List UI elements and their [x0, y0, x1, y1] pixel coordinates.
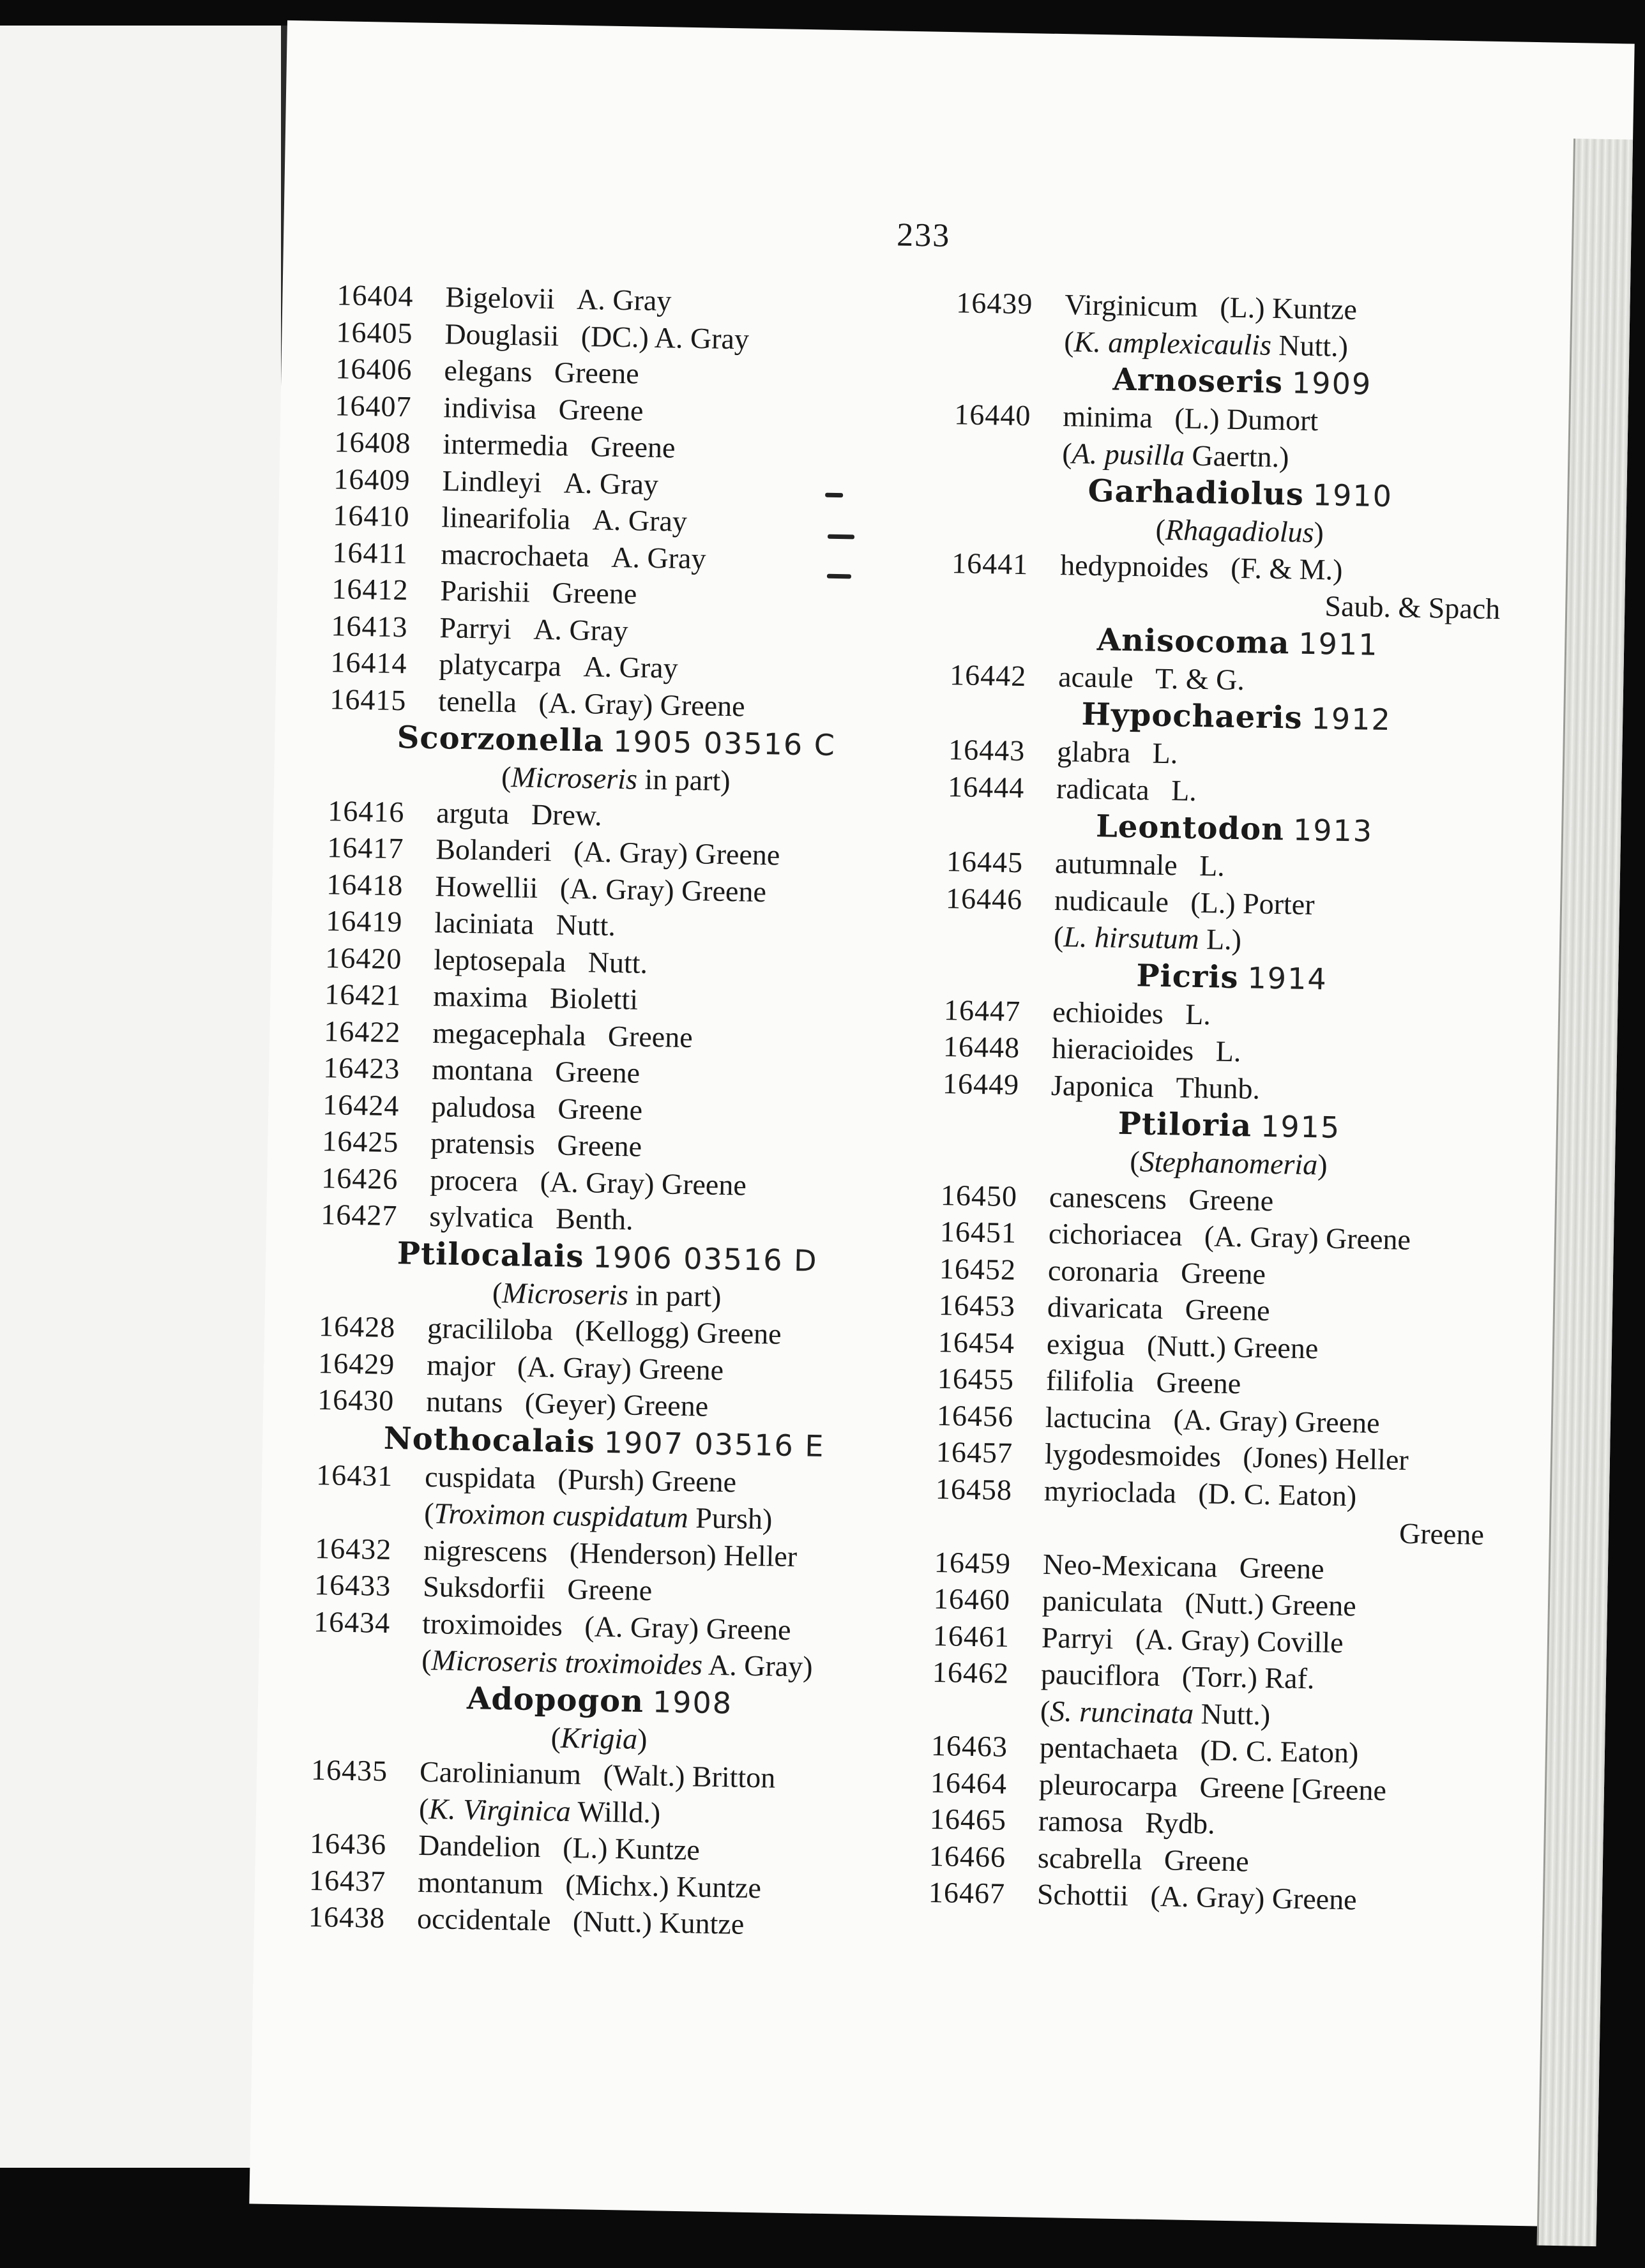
entry-number: 16425 [321, 1124, 399, 1159]
entry-number: 16465 [929, 1802, 1007, 1836]
handwritten-note: 1906 03516 D [593, 1239, 819, 1278]
species-authority: (L.) Kuntze [562, 1831, 701, 1866]
genus-name: Nothocalais [383, 1420, 596, 1460]
species-authority: Greene [607, 1019, 694, 1054]
species-name: lactucina [1045, 1400, 1152, 1435]
species-authority: (A. Gray) Greene [540, 1165, 747, 1202]
species-authority: (F. & M.) [1230, 551, 1343, 586]
entry-number: 16411 [332, 535, 409, 570]
species-authority: (Jones) Heller [1243, 1440, 1409, 1476]
synonym-line: (Microseris in part) [492, 1276, 722, 1313]
genus-name: Scorzonella [397, 720, 605, 759]
entry-number: 16466 [929, 1839, 1006, 1873]
entry-number: 16404 [337, 278, 414, 313]
species-name: montana [431, 1053, 534, 1087]
species-authority: Greene [556, 1128, 642, 1163]
entry-number: 16442 [949, 658, 1027, 692]
species-name: Japonica [1050, 1068, 1155, 1103]
entry-number: 16431 [315, 1458, 393, 1492]
genus-name: Garhadiolus [1088, 472, 1305, 513]
species-authority: (L.) Porter [1190, 886, 1315, 921]
species-authority: (L.) Dumort [1174, 402, 1319, 437]
species-authority: A. Gray [592, 503, 688, 538]
entry-number: 16409 [333, 462, 411, 496]
species-authority: T. & G. [1155, 662, 1245, 696]
entry-number: 16405 [336, 315, 413, 349]
species-authority: Thunb. [1176, 1070, 1261, 1105]
species-name: filifolia [1045, 1363, 1135, 1398]
species-name: laciniata [434, 906, 534, 941]
entry-number: 16429 [317, 1346, 395, 1380]
entry-number: 16440 [953, 398, 1031, 432]
synonym-rest: in part) [628, 1278, 722, 1313]
entry-number: 16445 [946, 845, 1024, 879]
entry-number: 16460 [933, 1582, 1011, 1616]
species-name: gracililoba [427, 1311, 554, 1347]
species-authority: L. [1171, 773, 1197, 807]
genus-name: Hypochaeris [1081, 696, 1303, 736]
species-authority: (A. Gray) Greene [517, 1349, 724, 1386]
species-name: paniculata [1042, 1584, 1164, 1619]
entry-number: 16448 [943, 1030, 1020, 1064]
synonym-genus: Krigia [560, 1721, 638, 1755]
species-name: occidentale [416, 1901, 552, 1937]
synonym-genus: Rhagadiolus [1165, 513, 1314, 549]
species-name: Suksdorfii [422, 1569, 546, 1605]
species-authority: (Torr.) Raf. [1181, 1659, 1315, 1695]
synonym-genus: Stephanomeria [1139, 1145, 1318, 1181]
entry-number: 16463 [930, 1728, 1008, 1763]
species-authority: Greene [590, 430, 676, 464]
entry-number: 16407 [335, 388, 412, 423]
species-name: tenella [438, 684, 517, 718]
entry-number: 16433 [314, 1568, 391, 1603]
entry-number: 16443 [948, 733, 1026, 767]
handwritten-note: 1909 [1291, 365, 1372, 402]
species-authority: (Geyer) Greene [524, 1386, 709, 1423]
species-name: nutans [425, 1384, 503, 1419]
synonym-genus: Microseris [510, 760, 638, 796]
species-name: lygodesmoides [1044, 1437, 1222, 1473]
entry-number: 16432 [314, 1531, 392, 1566]
synonym-name: K. Virginica [428, 1792, 572, 1827]
synonym-rest: ) [1314, 516, 1324, 549]
species-authority: Bioletti [549, 981, 639, 1016]
entry-number: 16415 [330, 682, 407, 716]
synonym-authority: Willd.) [570, 1794, 661, 1829]
species-name: scabrella [1037, 1841, 1142, 1876]
species-authority: (A. Gray) Coville [1135, 1622, 1344, 1659]
entry-number: 16450 [940, 1178, 1018, 1213]
pencil-mark [825, 493, 843, 497]
entry-number: 16437 [308, 1863, 386, 1898]
species-name: Parishii [440, 574, 531, 609]
entry-number: 16459 [934, 1545, 1012, 1580]
synonym-authority: Nutt.) [1193, 1697, 1271, 1731]
species-authority: (Michx.) Kuntze [565, 1868, 762, 1904]
handwritten-note: 1914 [1247, 960, 1328, 996]
entry-number: 16422 [323, 1014, 401, 1048]
species-authority: Greene [1156, 1365, 1241, 1400]
species-authority: (A. Gray) Greene [1173, 1402, 1381, 1439]
entry-number: 16462 [932, 1655, 1010, 1690]
authority-continuation: Saub. & Spach [1324, 589, 1501, 626]
synonym-authority: Pursh) [688, 1501, 773, 1536]
entry-number: 16435 [310, 1753, 388, 1788]
species-authority: (A. Gray) Greene [584, 1609, 791, 1646]
entry-number: 16441 [951, 546, 1029, 580]
species-name: glabra [1056, 735, 1131, 769]
synonym-line: (A. pusilla Gaertn.) [1061, 436, 1289, 473]
pencil-mark [828, 534, 854, 540]
entry-number: 16414 [330, 646, 407, 680]
species-authority: (DC.) A. Gray [580, 319, 750, 356]
species-authority: Greene [566, 1572, 653, 1607]
entry-number: 16423 [322, 1051, 400, 1085]
synonym-line: (Troximon cuspidatum Pursh) [423, 1496, 773, 1536]
synonym-name: Troximon cuspidatum [434, 1497, 689, 1534]
entry-number: 16456 [936, 1398, 1014, 1433]
entry-number: 16452 [939, 1251, 1017, 1286]
species-name: Virginicum [1064, 288, 1199, 323]
entry-number: 16455 [937, 1361, 1015, 1396]
species-name: acaule [1058, 660, 1134, 694]
species-name: coronaria [1047, 1253, 1160, 1289]
species-authority: Greene [1188, 1183, 1274, 1217]
species-authority: Greene [1185, 1292, 1271, 1327]
entry-number: 16406 [335, 352, 413, 386]
synonym-name: A. pusilla [1072, 436, 1185, 471]
entry-number: 16457 [936, 1435, 1013, 1470]
species-name: pratensis [430, 1126, 536, 1161]
synonym-name: K. amplexicaulis [1073, 324, 1272, 361]
species-name: intermedia [443, 427, 569, 462]
entry-number: 16418 [326, 867, 404, 902]
species-authority: Greene [558, 392, 644, 427]
species-name: autumnale [1054, 847, 1178, 882]
synonym-name: L. hirsutum [1063, 920, 1200, 955]
species-name: maxima [432, 979, 528, 1014]
left-column [308, 276, 912, 1945]
entry-number: 16417 [326, 831, 404, 865]
genus-name: Ptiloria [1118, 1105, 1252, 1144]
species-authority: Benth. [555, 1202, 634, 1236]
species-name: Carolinianum [419, 1755, 582, 1791]
synonym-line: (Microseris in part) [501, 760, 731, 798]
synonym-line: (Microseris troximoides A. Gray) [421, 1643, 813, 1683]
species-authority: (Nutt.) Greene [1146, 1329, 1319, 1365]
species-name: nigrescens [423, 1533, 548, 1568]
handwritten-note: 1905 03516 C [612, 723, 837, 763]
entry-number: 16458 [935, 1472, 1013, 1506]
species-authority: (A. Gray) Greene [1150, 1879, 1358, 1916]
handwritten-note: 1912 [1311, 701, 1392, 737]
species-name: canescens [1049, 1180, 1167, 1215]
species-authority: Nutt. [556, 908, 616, 942]
entry-number: 16453 [938, 1288, 1016, 1323]
synonym-genus: Microseris [501, 1276, 629, 1311]
entry-number: 16419 [325, 904, 403, 939]
facing-page [0, 26, 292, 2168]
synonym-line: (L. hirsutum L.) [1053, 920, 1242, 956]
species-name: paludosa [430, 1089, 536, 1124]
species-name: Neo-Mexicana [1042, 1547, 1218, 1584]
species-name: macrochaeta [441, 537, 590, 573]
species-authority: Greene [557, 1092, 643, 1126]
species-name: hedypnoides [1059, 548, 1209, 584]
species-authority: Greene [554, 1055, 641, 1089]
species-name: Dandelion [418, 1828, 542, 1864]
entry-number: 16449 [942, 1066, 1020, 1101]
species-authority: A. Gray [576, 282, 672, 317]
entry-number: 16420 [324, 941, 402, 975]
entry-number: 16412 [331, 572, 409, 607]
handwritten-note: 1910 [1312, 477, 1393, 514]
species-name: megacephala [432, 1016, 586, 1052]
species-name: montanum [417, 1865, 544, 1900]
synonym-rest: ) [637, 1722, 648, 1755]
genus-name: Adopogon [466, 1680, 644, 1720]
synonym-line: (S. runcinata Nutt.) [1040, 1694, 1271, 1731]
handwritten-note: 1915 [1260, 1108, 1341, 1145]
synonym-line: (Rhagadiolus) [1155, 513, 1324, 549]
species-name: Lindleyi [442, 464, 542, 499]
synonym-line: (Krigia) [550, 1720, 648, 1755]
species-name: Schottii [1036, 1877, 1129, 1912]
species-name: indivisa [443, 390, 537, 425]
species-authority: (A. Gray) Greene [559, 872, 767, 908]
synonym-line: (K. amplexicaulis Nutt.) [1063, 324, 1349, 363]
species-authority: (D. C. Eaton) [1200, 1734, 1359, 1769]
species-authority: Greene [1239, 1550, 1324, 1585]
species-name: cichoriacea [1048, 1216, 1183, 1252]
species-authority: L. [1152, 736, 1178, 770]
species-authority: Greene [1180, 1256, 1266, 1290]
entry-number: 16424 [322, 1087, 400, 1122]
entry-number: 16428 [318, 1310, 396, 1344]
species-name: hieracioides [1051, 1031, 1194, 1067]
species-name: major [426, 1348, 496, 1382]
species-name: pauciflora [1040, 1657, 1160, 1693]
synonym-line: (Stephanomeria) [1129, 1145, 1328, 1181]
species-name: arguta [436, 796, 510, 830]
species-authority: Rydb. [1144, 1806, 1216, 1840]
entry-number: 16451 [939, 1214, 1017, 1250]
species-authority: (A. Gray) Greene [1204, 1220, 1411, 1256]
entry-number: 16438 [308, 1900, 386, 1934]
species-name: pentachaeta [1039, 1730, 1179, 1766]
species-authority: A. Gray [610, 540, 706, 575]
species-name: nudicaule [1054, 883, 1169, 918]
species-authority: (L.) Kuntze [1219, 291, 1358, 326]
right-column [928, 284, 1531, 1921]
entry-number: 16434 [313, 1605, 391, 1639]
species-authority: (D. C. Eaton) [1197, 1476, 1357, 1512]
species-authority: L. [1185, 997, 1211, 1031]
genus-name: Picris [1136, 957, 1239, 995]
species-name: sylvatica [428, 1200, 534, 1234]
species-name: radicata [1056, 771, 1150, 806]
handwritten-note: 1913 [1292, 812, 1374, 849]
entry-number: 16461 [932, 1619, 1010, 1653]
entry-number: 16416 [327, 794, 405, 828]
species-authority: Drew. [531, 798, 603, 832]
entry-number: 16426 [321, 1161, 398, 1195]
species-name: ramosa [1038, 1804, 1124, 1839]
species-authority: (Nutt.) Greene [1185, 1586, 1357, 1622]
synonym-authority: Gaertn.) [1184, 438, 1289, 473]
species-authority: (A. Gray) Greene [573, 835, 780, 872]
species-name: divaricata [1047, 1290, 1164, 1326]
species-name: myrioclada [1043, 1474, 1177, 1509]
synonym-rest: ) [1317, 1148, 1328, 1181]
synonym-line: (K. Virginica Willd.) [418, 1792, 661, 1829]
entry-number: 16410 [333, 499, 410, 533]
species-authority: (Nutt.) Kuntze [572, 1905, 745, 1940]
handwritten-note: 1908 [652, 1684, 733, 1720]
species-authority: Greene [1164, 1843, 1250, 1878]
species-name: leptosepala [433, 942, 566, 978]
species-authority: A. Gray [533, 612, 628, 647]
genus-name: Arnoseris [1112, 361, 1284, 401]
synonym-name: S. runcinata [1049, 1694, 1194, 1730]
entry-number: 16447 [943, 993, 1021, 1027]
entry-number: 16439 [956, 286, 1033, 321]
species-name: Bigelovii [445, 280, 556, 315]
species-name: exigua [1046, 1327, 1126, 1361]
species-authority: A. Gray [583, 650, 679, 684]
species-name: cuspidata [424, 1460, 536, 1495]
pencil-mark [827, 574, 851, 579]
species-authority: (Henderson) Heller [569, 1536, 798, 1573]
species-authority: Greene [552, 576, 637, 610]
genus-name: Leontodon [1095, 808, 1285, 848]
species-name: procera [429, 1163, 519, 1197]
synonym-authority: L.) [1199, 922, 1242, 956]
entry-number: 16430 [317, 1383, 395, 1418]
genus-name: Ptilocalais [397, 1235, 585, 1274]
authority-continuation: Greene [1399, 1516, 1485, 1551]
species-name: minima [1062, 400, 1153, 434]
entry-number: 16464 [930, 1765, 1008, 1800]
synonym-authority: Nutt.) [1271, 328, 1349, 363]
species-name: echioides [1052, 995, 1164, 1030]
species-name: troximoides [421, 1606, 563, 1642]
entry-number: 16444 [947, 769, 1025, 804]
species-authority: (Pursh) Greene [557, 1462, 737, 1498]
species-name: platycarpa [439, 647, 562, 683]
species-name: Parryi [1041, 1621, 1114, 1655]
entry-number: 16467 [928, 1875, 1006, 1910]
species-authority: L. [1215, 1034, 1241, 1068]
genus-name: Anisocoma [1096, 621, 1290, 661]
species-authority: (A. Gray) Greene [538, 686, 746, 723]
page-number: 233 [896, 216, 951, 255]
entry-number: 16421 [324, 978, 402, 1012]
handwritten-note: 1911 [1298, 626, 1379, 662]
page-edge [1536, 139, 1633, 2246]
synonym-name: Microseris troximoides [431, 1644, 703, 1681]
book-page [249, 20, 1634, 2227]
species-authority: (Walt.) Britton [603, 1758, 776, 1794]
species-authority: Nutt. [588, 945, 648, 979]
entry-number: 16427 [320, 1198, 398, 1232]
entry-number: 16446 [945, 881, 1023, 916]
species-name: Douglasii [444, 317, 559, 352]
species-name: pleurocarpa [1038, 1767, 1178, 1803]
species-authority: (Kellogg) Greene [575, 1314, 782, 1350]
species-name: Howellii [434, 869, 538, 904]
species-authority: L. [1199, 849, 1225, 882]
species-authority: Greene [Greene [1199, 1770, 1387, 1806]
entry-number: 16408 [334, 425, 411, 460]
entry-number: 16413 [331, 609, 408, 643]
species-name: Parryi [439, 610, 512, 645]
species-name: Bolanderi [435, 833, 552, 868]
entry-number: 16454 [937, 1325, 1015, 1359]
entry-number: 16436 [309, 1826, 387, 1861]
handwritten-note: 1907 03516 E [603, 1425, 825, 1463]
species-name: linearifolia [441, 501, 571, 536]
species-authority: Greene [554, 356, 640, 390]
species-name: elegans [444, 354, 533, 388]
synonym-authority: A. Gray) [702, 1648, 813, 1683]
species-authority: A. Gray [563, 466, 659, 501]
synonym-rest: in part) [637, 762, 731, 798]
